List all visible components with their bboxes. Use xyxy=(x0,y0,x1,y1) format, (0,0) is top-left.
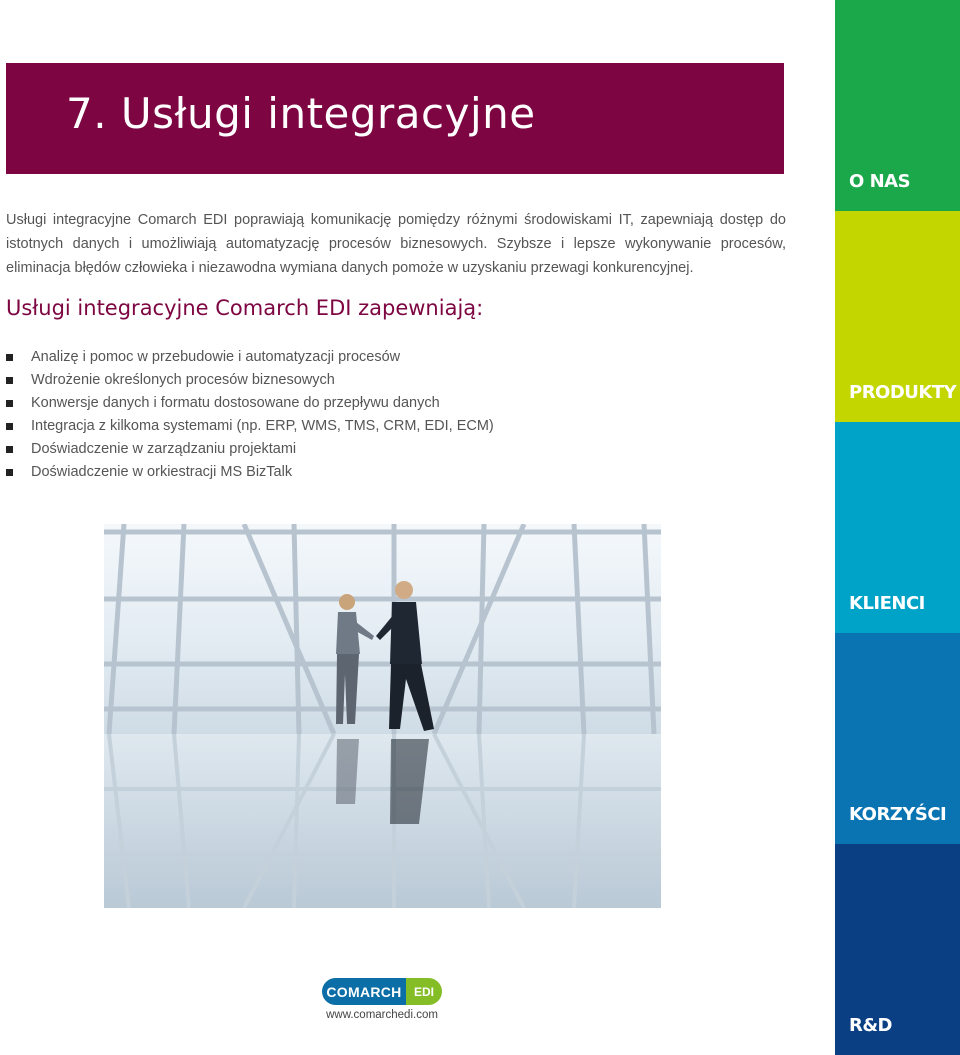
list-item: Doświadczenie w orkiestracji MS BizTalk xyxy=(6,461,494,484)
nav-item-rd[interactable] xyxy=(835,844,960,1055)
list-item: Konwersje danych i formatu dostosowane do przepływu danych xyxy=(6,392,494,415)
nav-item-label: KORZYŚCI xyxy=(849,804,947,825)
bullet-square-icon xyxy=(6,400,13,407)
logo-brand: COMARCH xyxy=(322,978,406,1005)
business-handshake-photo xyxy=(104,524,661,908)
bullet-square-icon xyxy=(6,423,13,430)
nav-item-label: KLIENCI xyxy=(849,593,925,614)
nav-item-korzysci[interactable] xyxy=(835,633,960,844)
side-navigation xyxy=(835,0,960,1055)
nav-item-label: O NAS xyxy=(849,171,911,192)
list-item: Analizę i pomoc w przebudowie i automatyzacji procesów xyxy=(6,346,494,369)
nav-item-klienci[interactable] xyxy=(835,422,960,633)
nav-item-label: PRODUKTY xyxy=(849,382,957,403)
logo-product: EDI xyxy=(406,978,442,1005)
bullet-square-icon xyxy=(6,469,13,476)
list-item: Doświadczenie w zarządzaniu projektami xyxy=(6,438,494,461)
nav-item-produkty[interactable] xyxy=(835,211,960,422)
website-link[interactable]: www.comarchedi.com xyxy=(326,1009,438,1021)
intro-paragraph: Usługi integracyjne Comarch EDI poprawiają komunikację pomiędzy różnymi środowiskami IT, zapewniają dostęp do istotnych danych i umożliwiają automatyzację procesów biznesowych. Szybsze i lepsze wykonywanie procesów, eliminacja błędów człowieka i niezawodna wymiana danych pomoże w uzyskaniu przewagi konkurencyjnej. xyxy=(6,212,786,276)
title-banner xyxy=(6,63,784,174)
section-subheading: Usługi integracyjne Comarch EDI zapewniają: xyxy=(6,296,484,320)
nav-item-o-nas[interactable] xyxy=(835,0,960,211)
nav-item-label: R&D xyxy=(849,1015,892,1036)
bullet-square-icon xyxy=(6,377,13,384)
bullet-square-icon xyxy=(6,446,13,453)
comarch-edi-logo xyxy=(322,978,442,1005)
list-item: Integracja z kilkoma systemami (np. ERP, WMS, TMS, CRM, EDI, ECM) xyxy=(6,415,494,438)
feature-list xyxy=(6,346,494,484)
list-item: Wdrożenie określonych procesów biznesowych xyxy=(6,369,494,392)
page-title: 7. Usługi integracyjne xyxy=(66,89,536,138)
bullet-square-icon xyxy=(6,354,13,361)
